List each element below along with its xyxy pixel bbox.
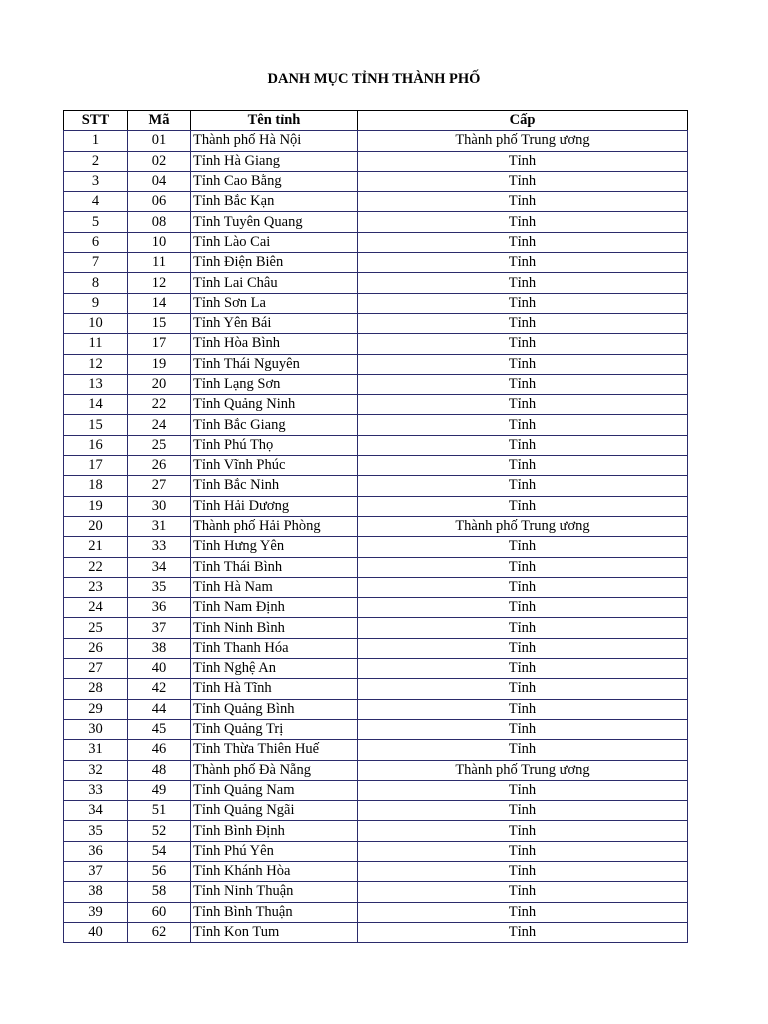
cell-ma: 54: [128, 841, 191, 861]
header-ten: Tên tỉnh: [191, 111, 358, 131]
table-row: [64, 496, 688, 516]
cell-ma: 12: [128, 273, 191, 293]
cell-ma: 27: [128, 476, 191, 496]
cell-cap: Tỉnh: [358, 699, 688, 719]
table-row: [64, 273, 688, 293]
cell-ten: Tỉnh Quảng Trị: [191, 719, 358, 739]
cell-ma: 51: [128, 801, 191, 821]
cell-ten: Tỉnh Vĩnh Phúc: [191, 456, 358, 476]
cell-cap: Tỉnh: [358, 192, 688, 212]
cell-ma: 33: [128, 537, 191, 557]
table-row: [64, 415, 688, 435]
cell-stt: 7: [64, 253, 128, 273]
cell-stt: 37: [64, 861, 128, 881]
cell-cap: Tỉnh: [358, 496, 688, 516]
cell-stt: 2: [64, 151, 128, 171]
table-row: [64, 719, 688, 739]
cell-ten: Tỉnh Bình Thuận: [191, 902, 358, 922]
cell-cap: Tỉnh: [358, 273, 688, 293]
cell-cap: Thành phố Trung ương: [358, 516, 688, 536]
cell-cap: Tỉnh: [358, 861, 688, 881]
cell-cap: Tỉnh: [358, 253, 688, 273]
table-row: [64, 151, 688, 171]
cell-stt: 27: [64, 659, 128, 679]
cell-ten: Tỉnh Hà Tĩnh: [191, 679, 358, 699]
table-row: [64, 922, 688, 942]
cell-cap: Tỉnh: [358, 902, 688, 922]
cell-ma: 60: [128, 902, 191, 922]
cell-cap: Tỉnh: [358, 354, 688, 374]
cell-ma: 22: [128, 395, 191, 415]
cell-ten: Tỉnh Khánh Hòa: [191, 861, 358, 881]
cell-cap: Tỉnh: [358, 557, 688, 577]
cell-ma: 56: [128, 861, 191, 881]
table-row: [64, 618, 688, 638]
cell-cap: Tỉnh: [358, 922, 688, 942]
cell-ma: 40: [128, 659, 191, 679]
cell-stt: 32: [64, 760, 128, 780]
cell-ten: Tỉnh Hưng Yên: [191, 537, 358, 557]
table-row: [64, 313, 688, 333]
cell-ma: 52: [128, 821, 191, 841]
cell-ma: 49: [128, 780, 191, 800]
cell-stt: 13: [64, 374, 128, 394]
table-row: [64, 354, 688, 374]
cell-stt: 29: [64, 699, 128, 719]
cell-stt: 28: [64, 679, 128, 699]
cell-ten: Tỉnh Quảng Ninh: [191, 395, 358, 415]
cell-stt: 36: [64, 841, 128, 861]
cell-cap: Tỉnh: [358, 456, 688, 476]
table-row: [64, 760, 688, 780]
table-row: [64, 557, 688, 577]
cell-stt: 38: [64, 882, 128, 902]
cell-ten: Tỉnh Ninh Bình: [191, 618, 358, 638]
table-row: [64, 516, 688, 536]
cell-stt: 33: [64, 780, 128, 800]
cell-ma: 44: [128, 699, 191, 719]
cell-ma: 17: [128, 334, 191, 354]
cell-cap: Tỉnh: [358, 212, 688, 232]
cell-stt: 18: [64, 476, 128, 496]
table-row: [64, 638, 688, 658]
cell-stt: 15: [64, 415, 128, 435]
table-row: [64, 131, 688, 151]
cell-ten: Tỉnh Phú Yên: [191, 841, 358, 861]
cell-stt: 21: [64, 537, 128, 557]
cell-cap: Tỉnh: [358, 374, 688, 394]
cell-ma: 42: [128, 679, 191, 699]
cell-ma: 34: [128, 557, 191, 577]
cell-ma: 46: [128, 740, 191, 760]
cell-ma: 15: [128, 313, 191, 333]
cell-ma: 48: [128, 760, 191, 780]
cell-ma: 14: [128, 293, 191, 313]
table-row: [64, 577, 688, 597]
cell-ten: Tỉnh Tuyên Quang: [191, 212, 358, 232]
table-row: [64, 598, 688, 618]
table-row: [64, 679, 688, 699]
cell-stt: 8: [64, 273, 128, 293]
cell-cap: Tỉnh: [358, 618, 688, 638]
cell-stt: 31: [64, 740, 128, 760]
table-body: [64, 131, 688, 943]
cell-stt: 9: [64, 293, 128, 313]
cell-cap: Tỉnh: [358, 679, 688, 699]
table-row: [64, 699, 688, 719]
cell-ma: 62: [128, 922, 191, 942]
cell-cap: Tỉnh: [358, 882, 688, 902]
cell-stt: 1: [64, 131, 128, 151]
cell-stt: 35: [64, 821, 128, 841]
cell-cap: Tỉnh: [358, 801, 688, 821]
cell-cap: Tỉnh: [358, 232, 688, 252]
table-row: [64, 861, 688, 881]
cell-cap: Tỉnh: [358, 334, 688, 354]
cell-ten: Tỉnh Bắc Ninh: [191, 476, 358, 496]
cell-ma: 10: [128, 232, 191, 252]
cell-ma: 31: [128, 516, 191, 536]
cell-stt: 17: [64, 456, 128, 476]
cell-ma: 45: [128, 719, 191, 739]
cell-stt: 22: [64, 557, 128, 577]
cell-ten: Tỉnh Thái Bình: [191, 557, 358, 577]
cell-stt: 39: [64, 902, 128, 922]
table-row: [64, 334, 688, 354]
table-row: [64, 902, 688, 922]
cell-cap: Tỉnh: [358, 841, 688, 861]
cell-ten: Tỉnh Bắc Kạn: [191, 192, 358, 212]
cell-ten: Thành phố Hà Nội: [191, 131, 358, 151]
cell-ten: Tỉnh Sơn La: [191, 293, 358, 313]
cell-ten: Tỉnh Thanh Hóa: [191, 638, 358, 658]
cell-ma: 30: [128, 496, 191, 516]
cell-stt: 26: [64, 638, 128, 658]
table-row: [64, 232, 688, 252]
table-row: [64, 253, 688, 273]
cell-ma: 25: [128, 435, 191, 455]
cell-ma: 36: [128, 598, 191, 618]
cell-ten: Tỉnh Hòa Bình: [191, 334, 358, 354]
cell-ma: 04: [128, 171, 191, 191]
cell-ten: Tỉnh Phú Thọ: [191, 435, 358, 455]
table-row: [64, 212, 688, 232]
cell-ten: Tỉnh Thừa Thiên Huế: [191, 740, 358, 760]
table-row: [64, 882, 688, 902]
cell-ma: 35: [128, 577, 191, 597]
cell-ten: Tỉnh Quảng Ngãi: [191, 801, 358, 821]
table-header-row: [64, 111, 688, 131]
cell-ma: 26: [128, 456, 191, 476]
cell-stt: 12: [64, 354, 128, 374]
cell-ten: Tỉnh Hà Nam: [191, 577, 358, 597]
cell-ten: Tỉnh Kon Tum: [191, 922, 358, 942]
cell-ten: Tỉnh Nghệ An: [191, 659, 358, 679]
cell-stt: 20: [64, 516, 128, 536]
cell-ten: Tỉnh Lào Cai: [191, 232, 358, 252]
table-row: [64, 780, 688, 800]
cell-ma: 58: [128, 882, 191, 902]
cell-ten: Tỉnh Cao Bằng: [191, 171, 358, 191]
table-row: [64, 456, 688, 476]
cell-ten: Thành phố Hải Phòng: [191, 516, 358, 536]
cell-ten: Tỉnh Hà Giang: [191, 151, 358, 171]
cell-cap: Tỉnh: [358, 659, 688, 679]
table-row: [64, 821, 688, 841]
cell-stt: 3: [64, 171, 128, 191]
cell-stt: 19: [64, 496, 128, 516]
cell-ten: Tỉnh Nam Định: [191, 598, 358, 618]
cell-ten: Tỉnh Lai Châu: [191, 273, 358, 293]
cell-ma: 37: [128, 618, 191, 638]
header-stt: STT: [64, 111, 128, 131]
cell-stt: 25: [64, 618, 128, 638]
cell-cap: Tỉnh: [358, 293, 688, 313]
cell-stt: 6: [64, 232, 128, 252]
cell-ten: Tỉnh Bắc Giang: [191, 415, 358, 435]
header-cap: Cấp: [358, 111, 688, 131]
cell-ma: 11: [128, 253, 191, 273]
cell-stt: 23: [64, 577, 128, 597]
cell-ma: 02: [128, 151, 191, 171]
table-row: [64, 841, 688, 861]
cell-cap: Tỉnh: [358, 821, 688, 841]
cell-ma: 01: [128, 131, 191, 151]
cell-ten: Tỉnh Hải Dương: [191, 496, 358, 516]
cell-cap: Tỉnh: [358, 313, 688, 333]
cell-stt: 11: [64, 334, 128, 354]
cell-ma: 19: [128, 354, 191, 374]
cell-stt: 10: [64, 313, 128, 333]
cell-ma: 06: [128, 192, 191, 212]
table-row: [64, 435, 688, 455]
cell-ten: Thành phố Đà Nẵng: [191, 760, 358, 780]
cell-stt: 5: [64, 212, 128, 232]
cell-stt: 24: [64, 598, 128, 618]
table-row: [64, 740, 688, 760]
province-table: [63, 110, 688, 943]
cell-cap: Tỉnh: [358, 780, 688, 800]
cell-stt: 4: [64, 192, 128, 212]
cell-ma: 24: [128, 415, 191, 435]
cell-cap: Tỉnh: [358, 435, 688, 455]
header-ma: Mã: [128, 111, 191, 131]
cell-ten: Tỉnh Thái Nguyên: [191, 354, 358, 374]
cell-cap: Tỉnh: [358, 598, 688, 618]
table-row: [64, 192, 688, 212]
cell-ma: 20: [128, 374, 191, 394]
cell-cap: Thành phố Trung ương: [358, 760, 688, 780]
cell-ten: Tỉnh Quảng Bình: [191, 699, 358, 719]
table-row: [64, 801, 688, 821]
cell-stt: 16: [64, 435, 128, 455]
cell-cap: Tỉnh: [358, 171, 688, 191]
cell-stt: 14: [64, 395, 128, 415]
cell-cap: Tỉnh: [358, 476, 688, 496]
page-title: DANH MỤC TỈNH THÀNH PHỐ: [267, 71, 481, 87]
table-row: [64, 171, 688, 191]
cell-ten: Tỉnh Bình Định: [191, 821, 358, 841]
cell-cap: Tỉnh: [358, 638, 688, 658]
table-row: [64, 476, 688, 496]
cell-ten: Tỉnh Điện Biên: [191, 253, 358, 273]
cell-cap: Tỉnh: [358, 719, 688, 739]
table-row: [64, 293, 688, 313]
cell-ten: Tỉnh Quảng Nam: [191, 780, 358, 800]
cell-ma: 08: [128, 212, 191, 232]
cell-stt: 40: [64, 922, 128, 942]
cell-ten: Tỉnh Yên Bái: [191, 313, 358, 333]
cell-cap: Tỉnh: [358, 537, 688, 557]
cell-ten: Tỉnh Lạng Sơn: [191, 374, 358, 394]
cell-stt: 34: [64, 801, 128, 821]
cell-ten: Tỉnh Ninh Thuận: [191, 882, 358, 902]
cell-cap: Tỉnh: [358, 415, 688, 435]
cell-cap: Tỉnh: [358, 395, 688, 415]
cell-cap: Tỉnh: [358, 577, 688, 597]
table-row: [64, 659, 688, 679]
cell-ma: 38: [128, 638, 191, 658]
table-row: [64, 537, 688, 557]
cell-cap: Thành phố Trung ương: [358, 131, 688, 151]
cell-cap: Tỉnh: [358, 151, 688, 171]
cell-cap: Tỉnh: [358, 740, 688, 760]
table-row: [64, 395, 688, 415]
table-row: [64, 374, 688, 394]
cell-stt: 30: [64, 719, 128, 739]
